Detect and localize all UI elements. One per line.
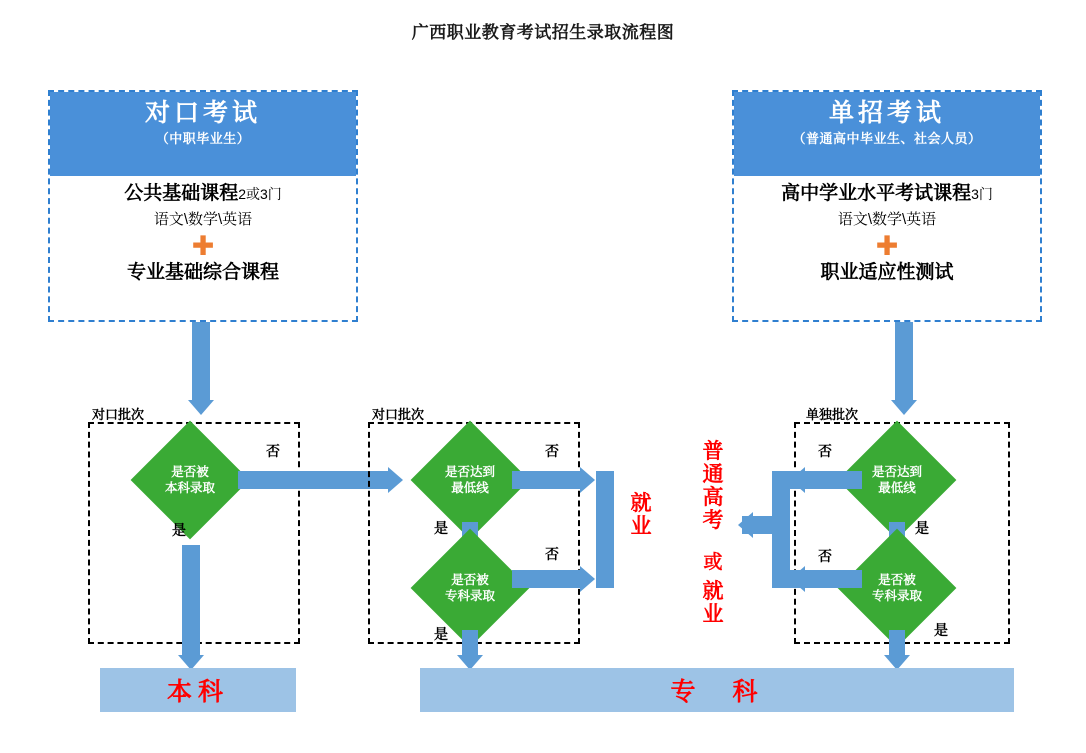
decision-mid-minline-line2: 最低线 [451,481,489,495]
label-right-no-bottom: 否 [818,548,832,564]
outcome-employment-text: 就业 [630,492,652,538]
decision-right-zhuanke-line2: 专科录取 [871,589,922,603]
plus-icon-right: ✚ [875,231,899,261]
right-exam-course-count: 3门 [971,186,993,202]
right-exam-aptitude-test: 职业适应性测试 [820,262,954,283]
left-exam-body [50,176,356,286]
result-zhuanke [420,668,1014,712]
left-exam-subtitle: （中职毕业生） [155,131,251,146]
right-exam-subjects: 语文\数学\英语 [837,211,937,228]
right-exam-subtitle: （普通高中毕业生、社会人员） [792,131,982,146]
label-mid-no-bottom: 否 [545,546,559,562]
outcome-gaokao-employment-text: 就业 [702,580,724,626]
right-to-zhuanke-bar [889,630,905,657]
result-benke [100,668,296,712]
page-title: 广西职业教育考试招生录取流程图 [411,23,675,42]
decision-left-benke [131,421,250,540]
right-connector-bar [895,322,913,400]
left-exam-header [50,92,356,176]
decision-right-minline-line2: 最低线 [878,481,916,495]
decision-right-zhuanke-line1: 是否被 [878,573,916,587]
right-exam-course-line [734,180,1040,208]
decision-right-zhuanke-text [855,546,939,630]
right-exam-header [734,92,1040,176]
outcome-gaokao-text: 普通高考 [702,440,724,532]
outcome-or [700,552,726,574]
right-connector-arrowhead [891,400,917,415]
decision-right-minline-text [855,438,939,522]
left-exam-title: 对口考试 [144,99,261,127]
right-exam-block [732,90,1042,322]
left-exam-course-count: 2或3门 [238,186,282,202]
right-exam-course-main: 高中学业水平考试课程 [781,183,972,204]
decision-right-minline-line1: 是否达到 [871,465,922,479]
result-zhuanke-text: 专 科 [670,678,764,706]
right-batch-label: 单独批次 [806,407,859,422]
label-mid-yes-bottom: 是 [434,626,448,642]
mid-to-zhuanke-bar [462,630,478,657]
decision-left-benke-line2: 本科录取 [164,481,215,495]
left-exam-course-main: 公共基础课程 [124,183,239,204]
label-right-yes-bottom: 是 [934,622,948,638]
mid-bottom-to-employ-bar [512,570,580,588]
label-mid-no-top: 否 [545,443,559,459]
outcome-gaokao [700,440,726,532]
mid-bottom-to-employ-arrowhead [580,566,595,592]
label-mid-yes-top: 是 [434,520,448,536]
left-exam-subjects: 语文\数学\英语 [153,211,253,228]
left-exam-major-course: 专业基础综合课程 [126,262,279,283]
left-connector-bar [192,322,210,400]
middle-batch-label: 对口批次 [372,407,425,422]
plus-icon: ✚ [191,231,215,261]
label-right-no-top: 否 [818,443,832,459]
decision-mid-zhuanke-line1: 是否被 [451,573,489,587]
result-benke-text: 本科 [166,678,229,706]
left-exam-block [48,90,358,322]
outcome-employment [628,492,654,538]
outcome-gaokao-employment [700,580,726,626]
left-to-mid-bar [238,471,388,489]
label-left-yes: 是 [172,522,186,538]
gaokao-stub-arrowhead [738,512,753,538]
decision-mid-zhuanke-line2: 专科录取 [444,589,495,603]
decision-mid-minline-text [428,438,512,522]
decision-mid-zhuanke-text [428,546,512,630]
label-left-no: 否 [266,443,280,459]
decision-left-benke-line1: 是否被 [171,465,209,479]
left-exam-course-line [50,180,356,208]
left-connector-arrowhead [188,400,214,415]
right-top-to-gaokao-arrowhead [790,467,805,493]
mid-top-to-employ-arrowhead [580,467,595,493]
employment-join-bar [596,471,614,588]
decision-mid-minline-line1: 是否达到 [444,465,495,479]
right-exam-title: 单招考试 [828,99,945,127]
mid-top-to-employ-bar [512,471,580,489]
right-exam-body [734,176,1040,286]
outcome-or-text: 或 [703,552,723,573]
label-right-yes-top: 是 [915,520,929,536]
decision-left-benke-text [148,438,232,522]
right-bottom-to-gaokao-arrowhead [790,566,805,592]
left-batch-label: 对口批次 [92,407,145,422]
left-to-benke-bar [182,545,200,655]
